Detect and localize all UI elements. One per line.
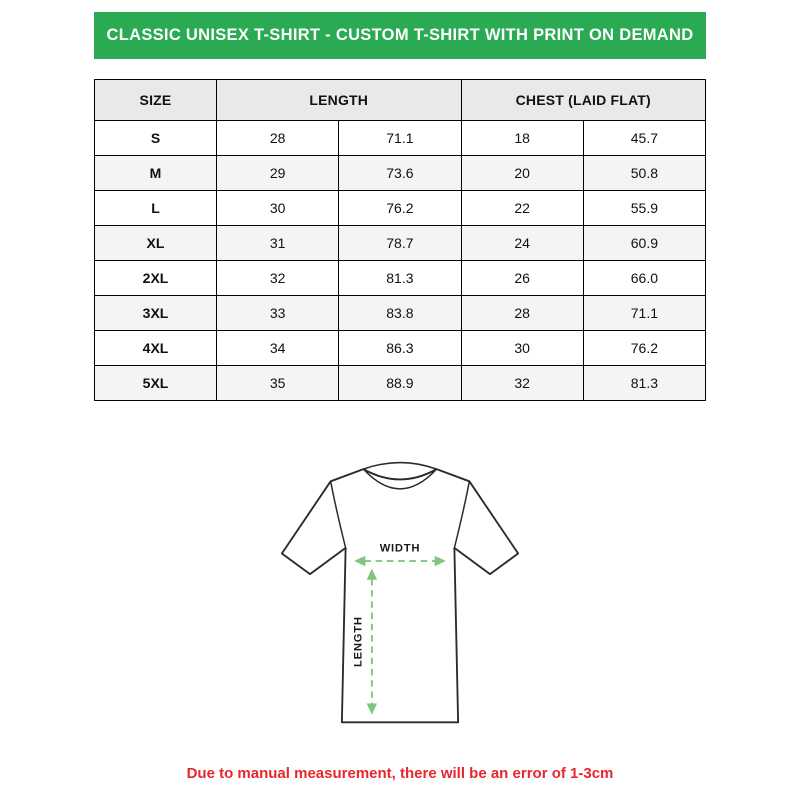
length-cm-cell: 76.2 bbox=[339, 191, 461, 226]
length-in-cell: 29 bbox=[217, 156, 339, 191]
size-cell: XL bbox=[95, 226, 217, 261]
length-cm-cell: 86.3 bbox=[339, 331, 461, 366]
collar-back-arc bbox=[363, 463, 436, 470]
size-chart-table bbox=[94, 79, 706, 401]
length-in-cell: 31 bbox=[217, 226, 339, 261]
length-in-cell: 28 bbox=[217, 121, 339, 156]
column-header-size: SIZE bbox=[95, 80, 217, 121]
table-row bbox=[95, 296, 706, 331]
table-row bbox=[95, 261, 706, 296]
page-title: CLASSIC UNISEX T-SHIRT - CUSTOM T-SHIRT WITH PRINT ON DEMAND bbox=[106, 26, 694, 44]
table-row bbox=[95, 366, 706, 401]
table-body bbox=[95, 121, 706, 401]
title-banner bbox=[94, 12, 706, 59]
length-in-cell: 32 bbox=[217, 261, 339, 296]
chest-cm-cell: 66.0 bbox=[583, 261, 705, 296]
table-row bbox=[95, 191, 706, 226]
length-cm-cell: 88.9 bbox=[339, 366, 461, 401]
chest-in-cell: 32 bbox=[461, 366, 583, 401]
chest-in-cell: 30 bbox=[461, 331, 583, 366]
length-label: LENGTH bbox=[352, 616, 365, 667]
size-cell: S bbox=[95, 121, 217, 156]
chest-cm-cell: 81.3 bbox=[583, 366, 705, 401]
measurement-note: Due to manual measurement, there will be an error of 1-3cm bbox=[186, 765, 614, 782]
chest-cm-cell: 60.9 bbox=[583, 226, 705, 261]
length-cm-cell: 83.8 bbox=[339, 296, 461, 331]
size-cell: 2XL bbox=[95, 261, 217, 296]
column-header-length: LENGTH bbox=[217, 80, 462, 121]
size-cell: 3XL bbox=[95, 296, 217, 331]
width-label: WIDTH bbox=[379, 542, 421, 555]
chest-in-cell: 24 bbox=[461, 226, 583, 261]
chest-in-cell: 28 bbox=[461, 296, 583, 331]
length-in-cell: 34 bbox=[217, 331, 339, 366]
chest-cm-cell: 76.2 bbox=[583, 331, 705, 366]
length-in-cell: 35 bbox=[217, 366, 339, 401]
chest-cm-cell: 50.8 bbox=[583, 156, 705, 191]
size-cell: L bbox=[95, 191, 217, 226]
size-cell: 4XL bbox=[95, 331, 217, 366]
chest-in-cell: 18 bbox=[461, 121, 583, 156]
length-cm-cell: 81.3 bbox=[339, 261, 461, 296]
chest-cm-cell: 45.7 bbox=[583, 121, 705, 156]
tshirt-illustration bbox=[250, 441, 550, 741]
table-row bbox=[95, 121, 706, 156]
table-header-row bbox=[95, 80, 706, 121]
length-in-cell: 33 bbox=[217, 296, 339, 331]
chest-cm-cell: 71.1 bbox=[583, 296, 705, 331]
length-cm-cell: 78.7 bbox=[339, 226, 461, 261]
length-cm-cell: 71.1 bbox=[339, 121, 461, 156]
size-cell: 5XL bbox=[95, 366, 217, 401]
chest-in-cell: 22 bbox=[461, 191, 583, 226]
chest-cm-cell: 55.9 bbox=[583, 191, 705, 226]
table-row bbox=[95, 331, 706, 366]
table-row bbox=[95, 226, 706, 261]
tshirt-diagram bbox=[0, 441, 800, 741]
column-header-chest: CHEST (LAID FLAT) bbox=[461, 80, 706, 121]
table-row bbox=[95, 156, 706, 191]
size-cell: M bbox=[95, 156, 217, 191]
chest-in-cell: 20 bbox=[461, 156, 583, 191]
chest-in-cell: 26 bbox=[461, 261, 583, 296]
length-cm-cell: 73.6 bbox=[339, 156, 461, 191]
tshirt-outline bbox=[282, 469, 518, 722]
length-in-cell: 30 bbox=[217, 191, 339, 226]
